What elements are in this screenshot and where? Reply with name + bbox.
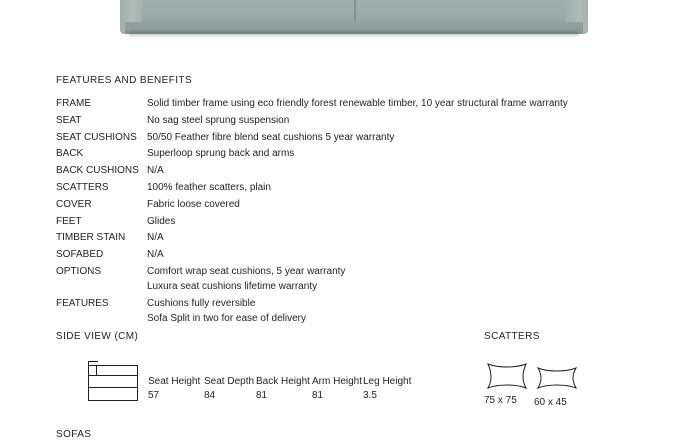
feature-value: N/A: [147, 249, 164, 261]
feature-value: 50/50 Feather fibre blend seat cushions 5 year warranty: [147, 131, 395, 143]
scatter-size-label: 75 x 75: [484, 395, 517, 406]
feature-value: Superloop sprung back and arms: [147, 148, 295, 160]
side-view-arm-line: [96, 365, 97, 375]
feature-label: BACK CUSHIONS: [56, 165, 139, 177]
feature-label: FRAME: [56, 98, 91, 109]
table-row: [56, 247, 656, 264]
measurement-value: 84: [204, 390, 216, 401]
side-view-diagram-icon: [88, 365, 138, 401]
measurement-label: Arm Height: [312, 376, 363, 387]
feature-label: TIMBER STAIN: [56, 232, 126, 244]
feature-label: BACK: [56, 148, 84, 160]
sofa-illustration: [123, 0, 585, 42]
features-table: [56, 96, 656, 328]
product-photo: [0, 0, 700, 42]
feature-label: SOFABED: [56, 249, 104, 261]
table-row: [56, 96, 656, 113]
measurement-value: 81: [256, 390, 268, 401]
side-view-seat-line: [88, 375, 138, 376]
measurement-leg-height: [363, 375, 413, 403]
scatter-item: [534, 365, 580, 408]
feature-value: Solid timber frame using eco friendly forest renewable timber, 10 year structural frame warranty: [147, 98, 568, 109]
scatter-size-label: 60 x 45: [534, 397, 567, 408]
scatter-cushion-icon: [484, 361, 530, 391]
measurement-seat-height: [148, 375, 204, 403]
feature-value-line: Luxura seat cushions lifetime warranty: [147, 280, 318, 292]
measurement-label: Seat Height: [148, 376, 201, 387]
features-section-heading: FEATURES AND BENEFITS: [56, 75, 193, 86]
feature-value: N/A: [147, 165, 164, 177]
feature-value: No sag steel sprung suspension: [147, 114, 290, 126]
measurement-value: 57: [148, 390, 160, 401]
side-view-measurements: [148, 375, 413, 403]
table-row: [56, 214, 656, 231]
measurement-label: Seat Depth: [204, 376, 255, 387]
measurement-value: 81: [312, 390, 324, 401]
side-view-base-line: [88, 387, 138, 388]
feature-label: FEATURES: [56, 297, 109, 309]
feature-value-line: Cushions fully reversible: [147, 297, 256, 309]
measurement-label: Leg Height: [363, 376, 412, 387]
table-row: [56, 146, 656, 163]
feature-label: OPTIONS: [56, 265, 102, 277]
table-row: [56, 180, 656, 197]
table-row: [56, 163, 656, 180]
measurement-value: 3.5: [363, 390, 377, 401]
scatter-item: [484, 361, 530, 406]
measurement-back-height: [256, 375, 312, 403]
sofa-shadow: [129, 31, 579, 36]
feature-value: N/A: [147, 232, 164, 244]
scatter-cushion-icon: [534, 365, 580, 395]
feature-value: [147, 296, 656, 328]
feature-label: SCATTERS: [56, 181, 109, 193]
feature-value-line: Sofa Split in two for ease of delivery: [147, 312, 306, 324]
feature-value: [147, 264, 656, 296]
feature-label: SEAT CUSHIONS: [56, 131, 137, 143]
table-row: [56, 230, 656, 247]
sofas-section-heading: SOFAS: [56, 429, 92, 440]
feature-value: Glides: [147, 215, 176, 227]
feature-value: Fabric loose covered: [147, 198, 240, 210]
table-row: [56, 296, 656, 328]
feature-label: SEAT: [56, 114, 82, 126]
scatters-heading: SCATTERS: [484, 331, 540, 342]
measurement-arm-height: [312, 375, 363, 403]
side-view-heading: SIDE VIEW (CM): [56, 331, 139, 342]
table-row: [56, 197, 656, 214]
measurement-seat-depth: [204, 375, 256, 403]
feature-label: COVER: [56, 198, 92, 210]
table-row: [56, 264, 656, 296]
feature-label: FEET: [56, 215, 82, 227]
feature-value: 100% feather scatters, plain: [147, 181, 271, 193]
table-row: [56, 130, 656, 147]
table-row: [56, 113, 656, 130]
measurement-label: Back Height: [256, 376, 310, 387]
feature-value-line: Comfort wrap seat cushions, 5 year warranty: [147, 265, 346, 277]
